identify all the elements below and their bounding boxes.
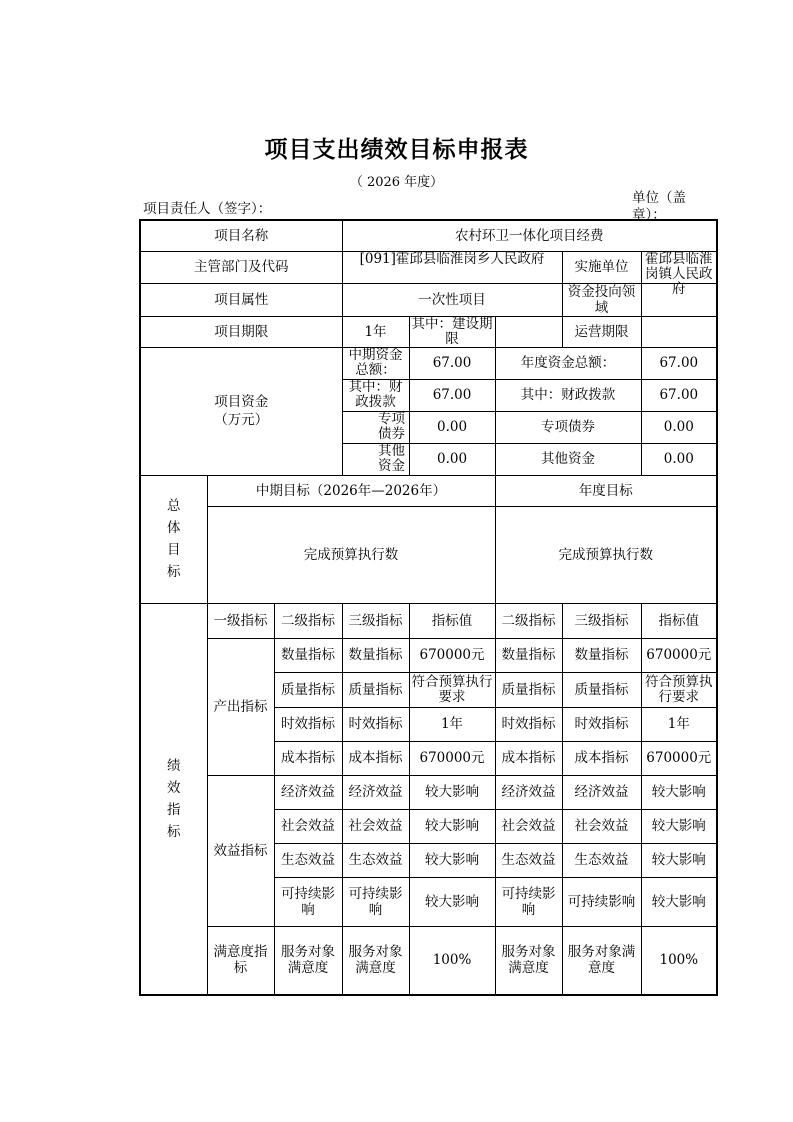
indicator-value-year: 100% [641,926,717,995]
year-goal-text: 完成预算执行数 [495,506,717,603]
indicator-l3-year: 数量指标 [562,638,641,672]
indicator-value: 100% [409,926,495,995]
year-fiscal-value: 67.00 [641,379,717,411]
indicator-l2-year: 可持续影响 [495,877,562,926]
indicator-l2: 可持续影响 [274,877,342,926]
indicator-l3-year: 社会效益 [562,809,641,843]
indicator-l2: 服务对象满意度 [274,926,342,995]
indicator-value-year: 较大影响 [641,775,717,809]
fund-field-label: 资金投向领域 [562,283,641,316]
year-total-label: 年度资金总额： [495,347,641,379]
document-title: 项目支出绩效目标申报表 [264,136,529,163]
indicator-l3: 数量指标 [342,638,409,672]
indicator-value: 较大影响 [409,843,495,877]
header-level2: 二级指标 [274,603,342,638]
indicator-value: 较大影响 [409,877,495,926]
indicator-value: 670000元 [409,638,495,672]
indicator-l3: 社会效益 [342,809,409,843]
indicator-l3: 时效指标 [342,707,409,741]
indicator-l3: 生态效益 [342,843,409,877]
indicator-l3-year: 生态效益 [562,843,641,877]
year-bond-label: 专项债券 [495,411,641,443]
indicator-l2-year: 成本指标 [495,741,562,775]
header-level1: 一级指标 [207,603,274,638]
mid-fiscal-value: 67.00 [409,379,495,411]
year-other-label: 其他资金 [495,443,641,475]
indicator-value-year: 较大影响 [641,877,717,926]
mid-total-label: 中期资金总额： [342,347,409,379]
mid-other-label: 其他资金 [342,443,409,475]
indicator-l2-year: 生态效益 [495,843,562,877]
performance-indicator-label: 绩效指标 [140,603,207,995]
year-other-value: 0.00 [641,443,717,475]
benefit-indicator-label: 效益指标 [207,775,274,926]
indicator-l2: 成本指标 [274,741,342,775]
output-indicator-label: 产出指标 [207,638,274,775]
indicator-l2: 社会效益 [274,809,342,843]
indicator-l2: 数量指标 [274,638,342,672]
indicator-l2: 生态效益 [274,843,342,877]
indicator-l3: 可持续影响 [342,877,409,926]
indicator-l2-year: 时效指标 [495,707,562,741]
header-level3: 三级指标 [342,603,409,638]
indicator-l3: 服务对象满意度 [342,926,409,995]
unit-seal-label: 单位（盖章）： [632,190,686,223]
indicator-l3: 成本指标 [342,741,409,775]
mid-goal-text: 完成预算执行数 [207,506,495,603]
indicator-value: 较大影响 [409,809,495,843]
project-name-label: 项目名称 [140,220,342,251]
mid-fiscal-label: 其中：财政拨款 [342,379,409,411]
project-funds-label: 项目资金（万元） [140,347,342,475]
indicator-l3-year: 服务对象满意度 [562,926,641,995]
header-level3-year: 三级指标 [562,603,641,638]
indicator-value-year: 670000元 [641,741,717,775]
header-value: 指标值 [409,603,495,638]
indicator-value-year: 较大影响 [641,809,717,843]
impl-unit-value: 霍邱县临淮岗镇人民政府 [641,251,717,283]
project-period-label: 项目期限 [140,316,342,347]
indicator-l2-year: 数量指标 [495,638,562,672]
indicator-l3-year: 经济效益 [562,775,641,809]
indicator-l3-year: 成本指标 [562,741,641,775]
indicator-l2: 经济效益 [274,775,342,809]
indicator-value-year: 符合预算执行要求 [641,672,717,707]
year-fiscal-label: 其中：财政拨款 [495,379,641,411]
indicator-l2-year: 经济效益 [495,775,562,809]
indicator-l2: 质量指标 [274,672,342,707]
project-attr-value: 一次性项目 [342,283,562,316]
satisfaction-indicator-label: 满意度指标 [207,926,274,995]
overall-goal-label: 总体目标 [140,475,207,603]
indicator-value: 670000元 [409,741,495,775]
year-total-value: 67.00 [641,347,717,379]
indicator-value: 符合预算执行要求 [409,672,495,707]
indicator-value: 较大影响 [409,775,495,809]
indicator-l2-year: 质量指标 [495,672,562,707]
indicator-l3: 质量指标 [342,672,409,707]
mid-total-value: 67.00 [409,347,495,379]
year-bond-value: 0.00 [641,411,717,443]
dept-label: 主管部门及代码 [140,251,342,283]
year-line: （ 2026 年度） [349,175,444,190]
header-level2-year: 二级指标 [495,603,562,638]
indicator-l3-year: 时效指标 [562,707,641,741]
indicator-l3: 经济效益 [342,775,409,809]
impl-unit-label: 实施单位 [562,251,641,283]
indicator-l2: 时效指标 [274,707,342,741]
indicator-l2-year: 服务对象满意度 [495,926,562,995]
build-period-value [495,316,562,347]
indicator-value-year: 较大影响 [641,843,717,877]
project-period-value: 1年 [342,316,409,347]
year-goal-header: 年度目标 [495,475,717,506]
mid-bond-value: 0.00 [409,411,495,443]
mid-bond-label: 专项债券 [342,411,409,443]
dept-value: [091]霍邱县临淮岗乡人民政府 [342,251,562,283]
performance-form-table [139,219,718,996]
indicator-l3-year: 可持续影响 [562,877,641,926]
indicator-value: 1年 [409,707,495,741]
responsible-signature-label: 项目责任人（签字）： [143,201,272,217]
ops-period-label: 运营期限 [562,316,641,347]
project-attr-label: 项目属性 [140,283,342,316]
indicator-l3-year: 质量指标 [562,672,641,707]
mid-goal-header: 中期目标（2026年—2026年） [207,475,495,506]
project-name-value: 农村环卫一体化项目经费 [342,220,717,251]
header-value-year: 指标值 [641,603,717,638]
ops-period-value [641,316,717,347]
indicator-value-year: 670000元 [641,638,717,672]
build-period-label: 其中：建设期限 [409,316,495,347]
mid-other-value: 0.00 [409,443,495,475]
indicator-l2-year: 社会效益 [495,809,562,843]
indicator-value-year: 1年 [641,707,717,741]
